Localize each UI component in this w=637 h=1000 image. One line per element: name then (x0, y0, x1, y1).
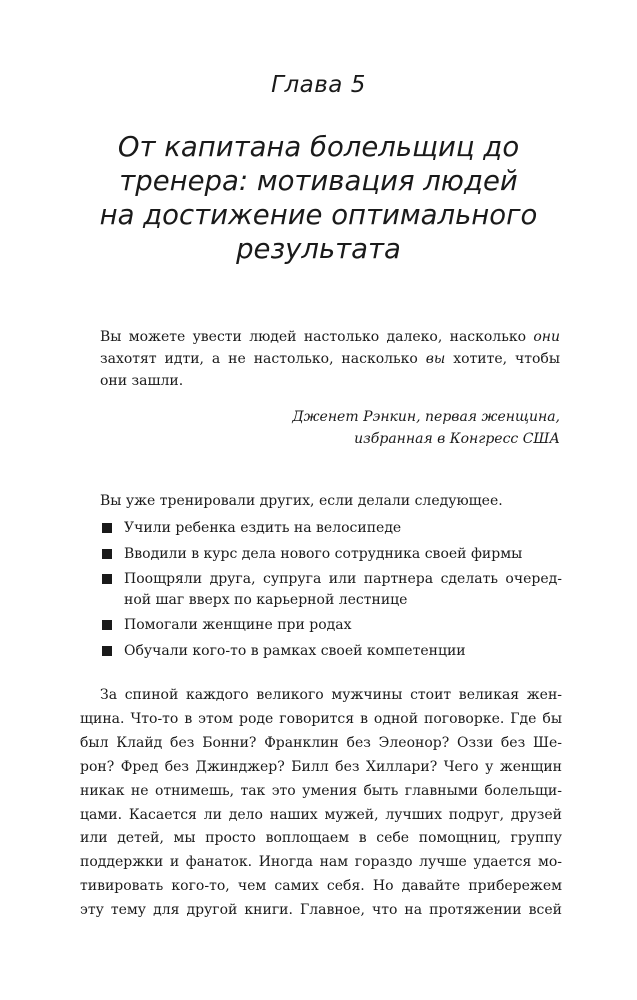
epigraph-text: захотят идти, а не настолько, насколько (100, 351, 426, 367)
chapter-title-line: тренера: мотивация людей (119, 165, 518, 197)
epigraph-line (100, 326, 560, 348)
epigraph-line (100, 348, 560, 370)
paragraph-line: тивировать кого-то, чем самих себя. Но давайте прибережем (80, 878, 562, 895)
chapter-title-line: От капитана болельщиц до (117, 131, 520, 163)
paragraph-line: цами. Касается ли дело наших мужей, лучших подруг, друзей (80, 806, 562, 823)
bullet-text: Учили ребенка ездить на велосипеде (124, 520, 402, 536)
chapter-title (60, 130, 577, 266)
attribution-line: Дженет Рэнкин, первая женщина, (292, 409, 560, 425)
epigraph-line: они зашли. (100, 373, 184, 389)
chapter-title-line: на достижение оптимального (99, 199, 538, 231)
chapter-title-line: результата (236, 233, 401, 265)
bullet-text: Помогали женщине при родах (124, 617, 352, 633)
bullet-text: Обучали кого-то в рамках своей компетенции (124, 642, 466, 659)
paragraph-line: рон? Фред без Джинджер? Билл без Хиллари? Чего у женщин (80, 758, 562, 775)
paragraph-line: никак не отнимешь, так это умения быть главными болельщи- (80, 782, 562, 799)
bullet-text: Поощряли друга, супруга или партнера сделать очеред- (124, 571, 562, 587)
bullet-item (80, 544, 562, 565)
paragraph-line: поддержки и фанаток. Иногда нам гораздо лучше удается мо- (80, 854, 562, 871)
epigraph-quote (100, 326, 560, 392)
bullet-item (80, 615, 562, 636)
epigraph-text: Вы можете увести людей настолько далеко, насколько (100, 329, 534, 345)
square-bullet-icon (102, 574, 112, 584)
bullet-item (80, 569, 562, 610)
paragraph-line: За спиной каждого великого мужчины стоит великая жен- (100, 687, 562, 703)
paragraph-line: эту тему для другой книги. Главное, что на протяжении всей (80, 902, 562, 919)
square-bullet-icon (102, 549, 112, 559)
bullet-item (80, 641, 562, 662)
attribution-line: избранная в Конгресс США (354, 431, 560, 447)
paragraph-line: щина. Что-то в этом роде говорится в одной поговорке. Где бы (80, 710, 562, 727)
chapter-label: Глава 5 (271, 72, 366, 98)
bullet-text: ной шаг вверх по карьерной лестнице (124, 591, 408, 608)
epigraph-text: хотите, чтобы (445, 351, 560, 367)
square-bullet-icon (102, 646, 112, 656)
intro-sentence: Вы уже тренировали других, если делали следующее. (100, 493, 503, 509)
paragraph-line: был Клайд без Бонни? Франклин без Элеонор? Оззи без Ше- (80, 734, 562, 751)
epigraph-attribution (240, 406, 560, 450)
bullet-item (80, 518, 562, 539)
body-paragraph (80, 684, 562, 923)
bullet-text: Вводили в курс дела нового сотрудника своей фирмы (124, 545, 523, 562)
paragraph-line: или детей, мы просто воплощаем в себе помощниц, группу (80, 830, 562, 847)
epigraph-emphasis: они (533, 329, 560, 345)
bullet-list (80, 518, 562, 666)
square-bullet-icon (102, 620, 112, 630)
epigraph-emphasis: вы (425, 351, 446, 367)
square-bullet-icon (102, 523, 112, 533)
